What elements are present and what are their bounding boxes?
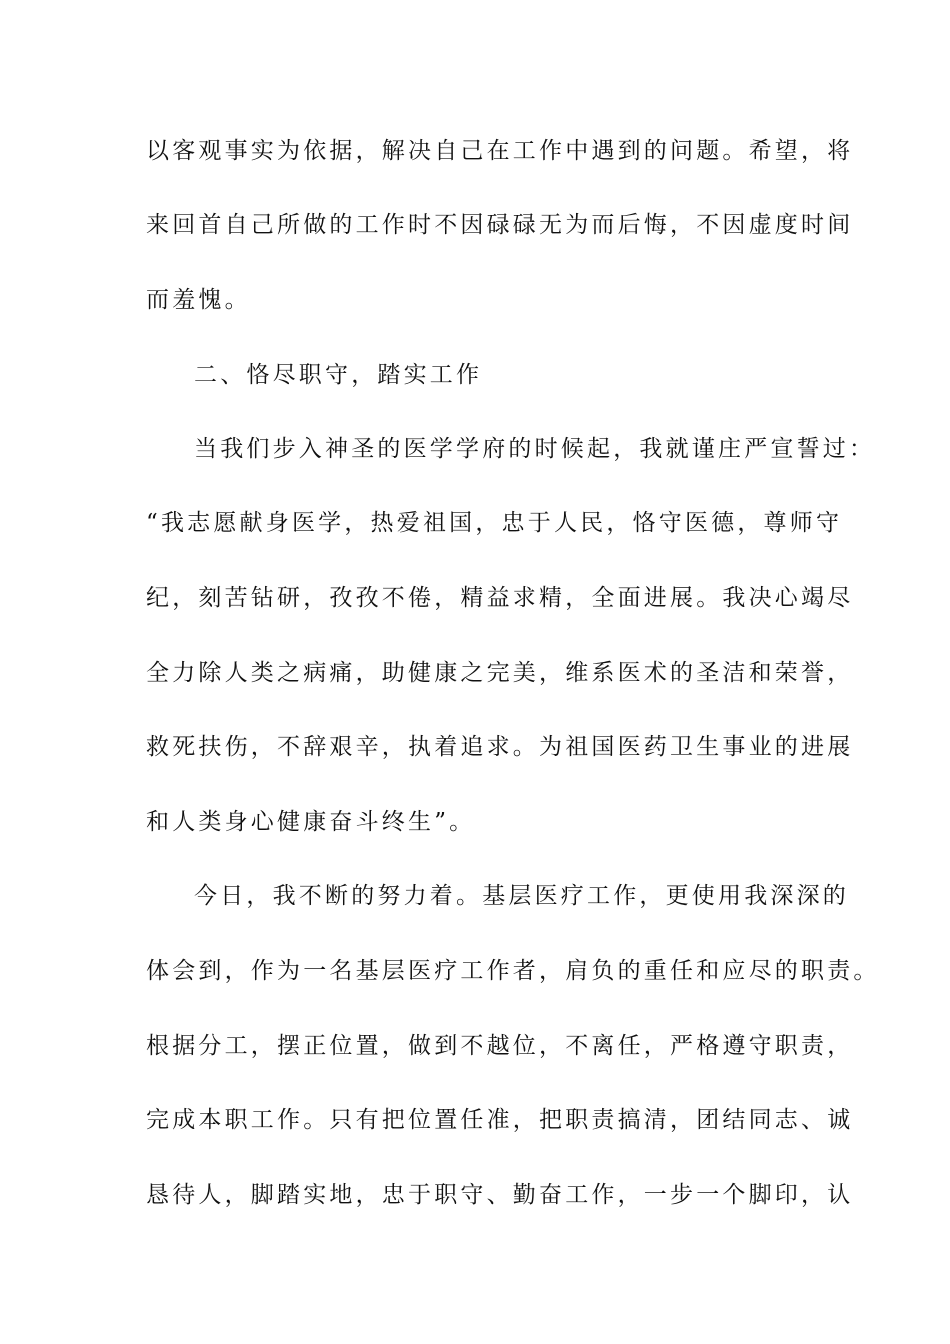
paragraph-line: 救死扶伤，不辞艰辛，执着追求。为祖国医药卫生事业的进展 (146, 734, 854, 760)
paragraph-line: 纪，刻苦钻研，孜孜不倦，精益求精，全面进展。我决心竭尽 (146, 585, 854, 611)
paragraph-line: 根据分工，摆正位置，做到不越位，不离任，严格遵守职责， (146, 1033, 854, 1059)
paragraph-line: 完成本职工作。只有把位置任准，把职责搞清，团结同志、诚 (146, 1107, 854, 1133)
section-heading: 二、恪尽职守，踏实工作 (194, 362, 483, 388)
paragraph-line: 和人类身心健康奋斗终生”。 (146, 809, 476, 835)
paragraph-line: 而羞愧。 (146, 287, 251, 313)
paragraph-line: “我志愿献身医学，热爱祖国，忠于人民，恪守医德，尊师守 (146, 510, 843, 536)
paragraph-line: 全力除人类之病痛，助健康之完美，维系医术的圣洁和荣誉， (146, 660, 854, 686)
paragraph-line: 以客观事实为依据，解决自己在工作中遇到的问题。希望，将 (146, 138, 854, 164)
paragraph-line: 今日，我不断的努力着。基层医疗工作，更使用我深深的 (194, 883, 849, 909)
paragraph-line: 体会到，作为一名基层医疗工作者，肩负的重任和应尽的职责。 (146, 958, 880, 984)
paragraph-line: 来回首自己所做的工作时不因碌碌无为而后悔，不因虚度时间 (146, 212, 854, 238)
paragraph-line: 恳待人，脚踏实地，忠于职守、勤奋工作，一步一个脚印，认 (146, 1182, 854, 1208)
paragraph-line: 当我们步入神圣的医学学府的时候起，我就谨庄严宣誓过： (194, 436, 876, 462)
